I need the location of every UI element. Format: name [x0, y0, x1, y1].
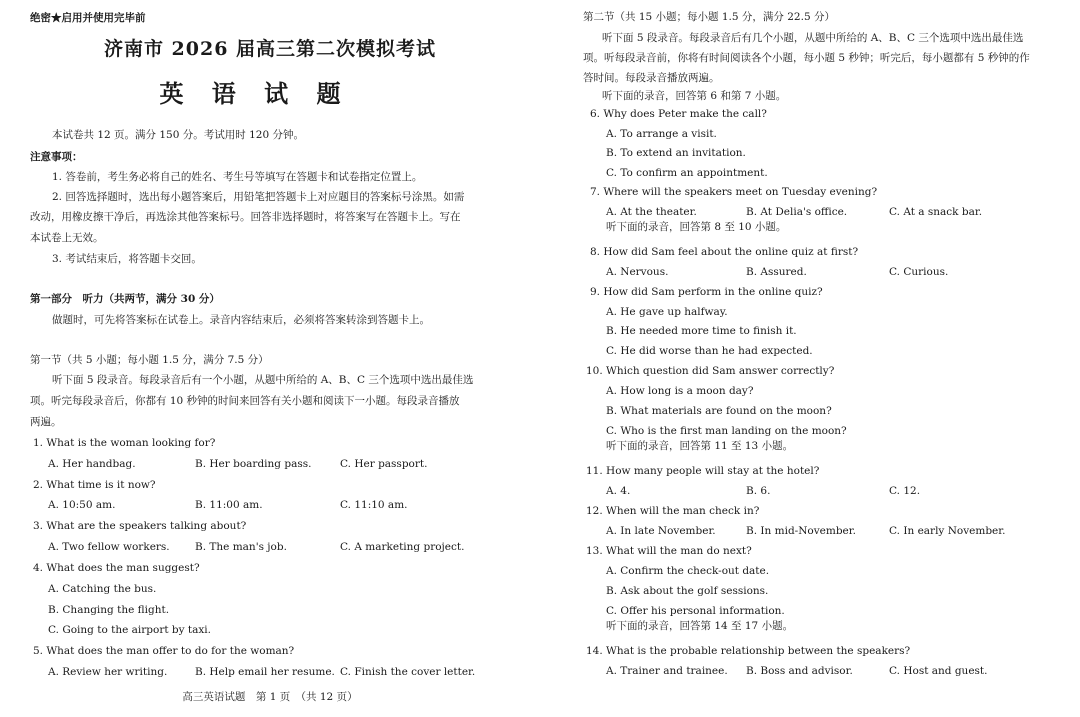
section1-line: 听下面 5 段录音。每段录音后有一个小题，从题中所给的 A、B、C 三个选项中选出最佳选 [52, 374, 474, 386]
option-c: C. At a snack bar. [889, 206, 983, 218]
option-c: C. Going to the airport by taxi. [48, 624, 211, 636]
question-stem: 8. How did Sam feel about the online quiz at first? [590, 246, 859, 258]
question-stem: 14. What is the probable relationship between the speakers? [586, 645, 911, 657]
option-c: C. Finish the cover letter. [340, 666, 476, 678]
option-a: A. 10:50 am. [48, 499, 116, 511]
question-stem: 6. Why does Peter make the call? [590, 108, 767, 120]
section1-line: 两遍。 [30, 416, 62, 428]
section2-line: 听下面 5 段录音。每段录音后有几个小题，从题中所给的 A、B、C 三个选项中选出最佳选 [602, 32, 1024, 44]
notice-item: 本试卷上无效。 [30, 232, 104, 244]
option-b: B. Ask about the golf sessions. [606, 585, 769, 597]
section2-heading: 第二节（共 15 小题；每小题 1.5 分，满分 22.5 分） [583, 11, 835, 23]
option-b: B. In mid-November. [746, 525, 856, 537]
option-a: A. Catching the bus. [48, 583, 157, 595]
option-b: B. The man's job. [195, 541, 287, 553]
option-a: A. Two fellow workers. [48, 541, 170, 553]
section1-line: 项。听完每段录音后，你都有 10 秒钟的时间来回答有关小题和阅读下一小题。每段录音播放 [30, 395, 460, 407]
listen-instruction: 听下面的录音，回答第 8 至 10 小题。 [606, 221, 787, 233]
option-b: B. Boss and advisor. [746, 665, 853, 677]
option-b: B. 11:00 am. [195, 499, 263, 511]
option-c: C. 12. [889, 485, 921, 497]
option-c: C. In early November. [889, 525, 1006, 537]
option-a: A. To arrange a visit. [606, 128, 717, 140]
notice-heading: 注意事项： [30, 151, 83, 163]
option-b: B. To extend an invitation. [606, 147, 746, 159]
question-stem: 2. What time is it now? [33, 479, 156, 491]
question-stem: 4. What does the man suggest? [33, 562, 200, 574]
part1-instruction: 做题时，可先将答案标在试卷上。录音内容结束后，必须将答案转涂到答题卡上。 [52, 314, 430, 326]
option-c: C. He did worse than he had expected. [606, 345, 813, 357]
notice-item: 1. 答卷前，考生务必将自己的姓名、考生号等填写在答题卡和试卷指定位置上。 [52, 171, 423, 183]
exam-title: 济南市 2026 届高三第二次模拟考试 [103, 38, 437, 60]
option-b: B. Assured. [746, 266, 807, 278]
option-c: C. Offer his personal information. [606, 605, 785, 617]
question-stem: 1. What is the woman looking for? [33, 437, 216, 449]
notice-item: 2. 回答选择题时，选出每小题答案后，用铅笔把答题卡上对应题目的答案标号涂黑。如需 [52, 191, 465, 203]
option-b: B. Changing the flight. [48, 604, 170, 616]
exam-info: 本试卷共 12 页。满分 150 分。考试用时 120 分钟。 [52, 129, 304, 141]
question-stem: 3. What are the speakers talking about? [33, 520, 247, 532]
option-c: C. Her passport. [340, 458, 428, 470]
option-a: A. Trainer and trainee. [606, 665, 728, 677]
confidential-label: 绝密★启用并使用完毕前 [30, 12, 146, 24]
option-c: C. Who is the first man landing on the moon? [606, 425, 847, 437]
question-stem: 12. When will the man check in? [586, 505, 760, 517]
option-b: B. He needed more time to finish it. [606, 325, 797, 337]
subject-title: 英 语 试 题 [159, 79, 351, 108]
part1-heading: 第一部分 听力（共两节，满分 30 分） [30, 293, 220, 305]
option-b: B. At Delia's office. [746, 206, 848, 218]
question-stem: 11. How many people will stay at the hotel? [586, 465, 820, 477]
section1-heading: 第一节（共 5 小题；每小题 1.5 分，满分 7.5 分） [30, 354, 269, 366]
page-footer: 高三英语试题 第 1 页 （共 12 页） [182, 691, 358, 703]
question-stem: 10. Which question did Sam answer correctly? [586, 365, 835, 377]
option-c: C. A marketing project. [340, 541, 465, 553]
option-a: A. Review her writing. [48, 666, 168, 678]
question-stem: 13. What will the man do next? [586, 545, 752, 557]
option-b: B. Help email her resume. [195, 666, 335, 678]
option-b: B. 6. [746, 485, 771, 497]
section2-line: 项。听每段录音前，你将有时间阅读各个小题，每小题 5 秒钟；听完后，每小题都有 5 秒钟的作 [583, 52, 1030, 64]
option-a: A. Confirm the check-out date. [606, 565, 770, 577]
option-c: C. 11:10 am. [340, 499, 408, 511]
option-a: A. He gave up halfway. [606, 306, 728, 318]
option-c: C. To confirm an appointment. [606, 167, 768, 179]
option-c: C. Host and guest. [889, 665, 988, 677]
option-a: A. In late November. [606, 525, 716, 537]
question-stem: 7. Where will the speakers meet on Tuesday evening? [590, 186, 878, 198]
question-stem: 9. How did Sam perform in the online quiz? [590, 286, 823, 298]
option-a: A. At the theater. [606, 206, 697, 218]
section2-line: 答时间。每段录音播放两遍。 [583, 72, 720, 84]
option-c: C. Curious. [889, 266, 949, 278]
notice-item: 3. 考试结束后，将答题卡交回。 [52, 253, 202, 265]
listen-instruction: 听下面的录音，回答第 11 至 13 小题。 [606, 440, 794, 452]
listen-instruction: 听下面的录音，回答第 6 和第 7 小题。 [602, 90, 787, 102]
option-a: A. Nervous. [606, 266, 669, 278]
option-b: B. What materials are found on the moon? [606, 405, 832, 417]
option-b: B. Her boarding pass. [195, 458, 312, 470]
option-a: A. How long is a moon day? [606, 385, 754, 397]
listen-instruction: 听下面的录音，回答第 14 至 17 小题。 [606, 620, 794, 632]
notice-item: 改动，用橡皮擦干净后，再选涂其他答案标号。回答非选择题时，将答案写在答题卡上。写在 [30, 211, 461, 223]
question-stem: 5. What does the man offer to do for the woman? [33, 645, 295, 657]
option-a: A. 4. [606, 485, 631, 497]
option-a: A. Her handbag. [48, 458, 136, 470]
